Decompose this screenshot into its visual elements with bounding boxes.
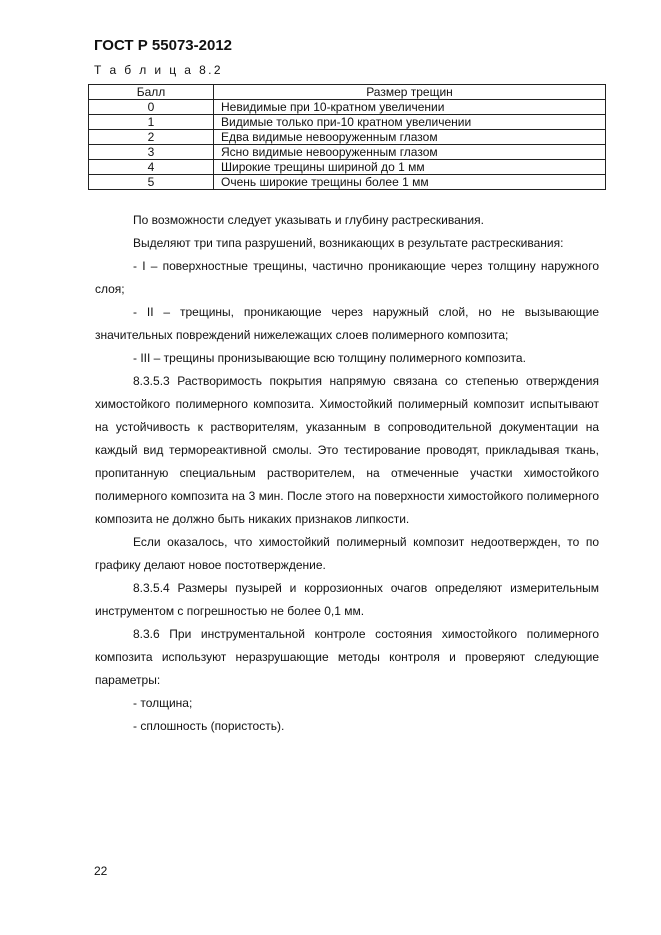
table-header-row [89,85,606,100]
list-item-type-2: - II – трещины, проникающие через наружный слой, но не вызывающие значительных повреждений нижележащих слоев полимерного композита; [95,305,599,342]
crack-grade-table [88,84,606,190]
list-item-type-3: - III – трещины пронизывающие всю толщину полимерного композита. [133,351,526,365]
page-number: 22 [94,864,108,878]
list-item-porosity: - сплошность (пористость). [133,719,285,733]
column-header-crack-size: Размер трещин [214,85,606,100]
table-row [89,175,606,190]
list-item-type-1: - I – поверхностные трещины, частично проникающие через толщину наружного слоя; [95,259,599,296]
table-row [89,100,606,115]
grade-cell: 1 [89,115,214,130]
table-row [89,115,606,130]
paragraph-crack-depth: По возможности следует указывать и глубину растрескивания. [133,213,484,227]
crack-size-cell: Видимые только при-10 кратном увеличении [214,115,606,130]
body-text [95,209,599,738]
crack-size-cell: Невидимые при 10-кратном увеличении [214,100,606,115]
grade-cell: 5 [89,175,214,190]
list-item-thickness: - толщина; [133,696,193,710]
crack-size-cell: Широкие трещины шириной до 1 мм [214,160,606,175]
paragraph-damage-types-intro: Выделяют три типа разрушений, возникающих в результате растрескивания: [133,236,564,250]
paragraph-8-3-5-3: 8.3.5.3 Растворимость покрытия напрямую связана со степенью отверждения химостойкого полимерного композита. Химостойкий полимерный композит испытывают на устойчивость к растворителям, указанным в сопроводительной документации на каждый вид термореактивной смолы. Это тестирование проводят, прикладывая ткань, пропитанную специальным растворителем, на отмеченные участки химостойкого полимерного композита на 3 мин. После этого на поверхности химостойкого полимерного композита не должно быть никаких признаков липкости. [95,374,599,526]
paragraph-8-3-5-4: 8.3.5.4 Размеры пузырей и коррозионных очагов определяют измерительным инструментом с погрешностью не более 0,1 мм. [95,581,599,618]
grade-cell: 4 [89,160,214,175]
paragraph-8-3-6: 8.3.6 При инструментальной контроле состояния химостойкого полимерного композита используют неразрушающие методы контроля и проверяют следующие параметры: [95,627,599,687]
paragraph-undercured: Если оказалось, что химостойкий полимерный композит недоотвержден, то по графику делают новое постотверждение. [95,535,599,572]
crack-size-cell: Едва видимые невооруженным глазом [214,130,606,145]
grade-cell: 2 [89,130,214,145]
table-caption: Т а б л и ц а 8.2 [94,63,223,77]
table-row [89,130,606,145]
crack-size-cell: Ясно видимые невооруженным глазом [214,145,606,160]
crack-size-cell: Очень широкие трещины более 1 мм [214,175,606,190]
table-row [89,160,606,175]
table-row [89,145,606,160]
grade-cell: 3 [89,145,214,160]
column-header-grade: Балл [89,85,214,100]
grade-cell: 0 [89,100,214,115]
standard-title: ГОСТ Р 55073-2012 [94,37,233,54]
